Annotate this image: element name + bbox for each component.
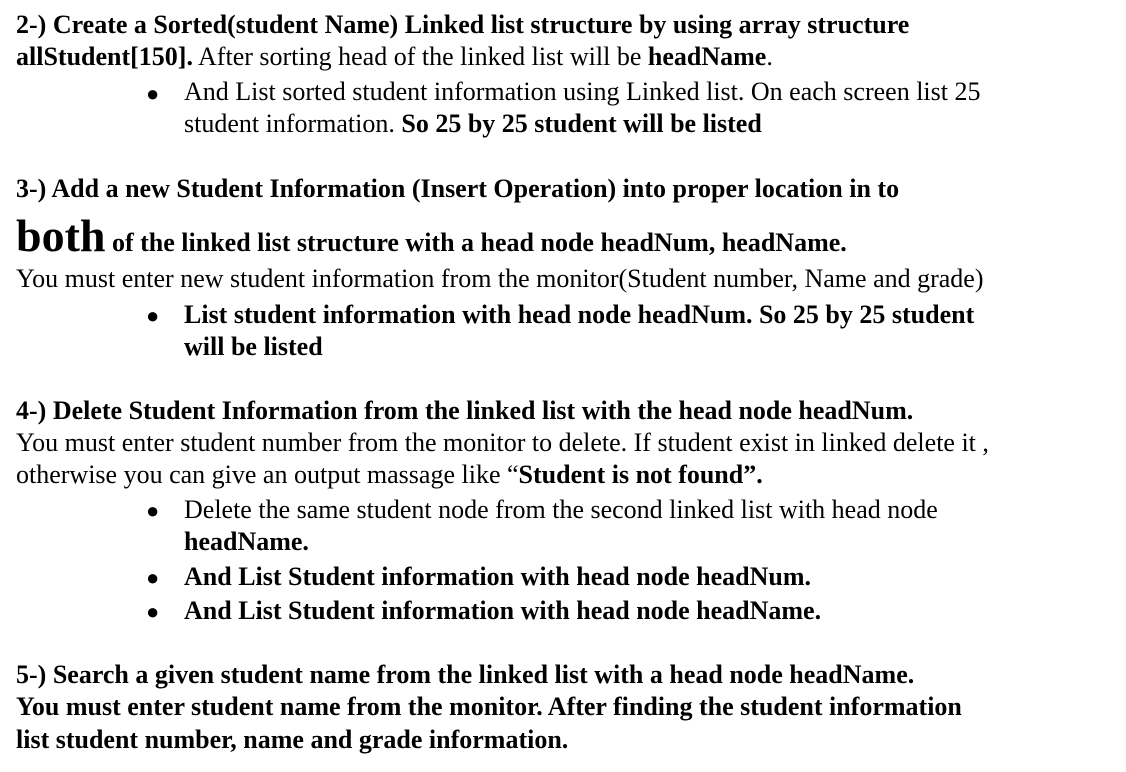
section-3-heading-text: 3-) Add a new Student Information (Insert Operation) into proper location in to	[16, 174, 900, 203]
bullet-icon: ●	[146, 498, 160, 523]
section-5-line-2	[16, 694, 962, 720]
section-4-line-2: You must enter student number from the monitor to delete. If student exist in linked delete it ,	[16, 428, 989, 457]
section-4-bullet-3-text: And List Student information with head node headName.	[184, 596, 822, 625]
section-4-line-3-text: otherwise you can give an output massage like “	[16, 460, 519, 489]
section-2-heading-text: 2-) Create a Sorted(student Name) Linked list structure by using array structure	[16, 10, 910, 39]
section-2-line-2	[16, 44, 773, 70]
section-3-heading	[16, 176, 899, 202]
section-3-bullet-1-line-2-text: will be listed	[184, 332, 323, 361]
section-4-line-3	[16, 462, 763, 488]
section-2-line-2-end: .	[766, 42, 773, 71]
bullet-icon: ●	[146, 565, 160, 590]
section-3-line-2-text: of the linked list structure with a head node headNum, headName.	[105, 228, 847, 257]
section-5-heading-text: 5-) Search a given student name from the linked list with a head node headName.	[16, 660, 915, 689]
section-3-bullet-1-line-2	[184, 334, 323, 360]
array-name: allStudent[150].	[16, 42, 193, 71]
section-3-line-3: You must enter new student information from the monitor(Student number, Name and grade)	[16, 264, 984, 293]
section-3-bullet-1-line-1	[184, 302, 974, 328]
section-2-bullet-1-line-2-text: student information.	[184, 109, 402, 138]
not-found-message: Student is not found”.	[518, 460, 763, 489]
section-4-heading-text: 4-) Delete Student Information from the linked list with the head node headNum.	[16, 396, 914, 425]
section-5-line-2-text: You must enter student name from the monitor. After finding the student information	[16, 692, 962, 721]
section-5-line-3-text: list student number, name and grade information.	[16, 725, 569, 754]
section-3-line-2	[16, 210, 847, 261]
bullet-icon: ●	[146, 303, 160, 328]
section-4-bullet-2	[184, 564, 811, 590]
section-4-heading	[16, 398, 913, 424]
emphasis-word-both: both	[16, 210, 106, 261]
section-4-bullet-1-line-1: Delete the same student node from the second linked list with head node	[184, 495, 938, 524]
section-2-bullet-1-line-2	[184, 111, 762, 137]
bullet-icon: ●	[146, 599, 160, 624]
section-4-bullet-1-line-2-text: headName.	[184, 527, 309, 556]
head-name-term: headName	[647, 42, 767, 71]
section-2-bullet-1-line-2-bold: So 25 by 25 student will be listed	[401, 109, 762, 138]
section-2-heading	[16, 12, 909, 38]
section-4-bullet-2-text: And List Student information with head node headNum.	[184, 562, 812, 591]
section-3-bullet-1-line-1-text: List student information with head node headNum. So 25 by 25 student	[184, 300, 975, 329]
section-2-bullet-1-line-1: And List sorted student information using Linked list. On each screen list 25	[184, 77, 981, 106]
section-2-line-2-text: After sorting head of the linked list will be	[192, 42, 648, 71]
section-4-bullet-1-line-2	[184, 529, 309, 555]
section-5-line-3	[16, 727, 568, 753]
bullet-icon: ●	[146, 81, 160, 106]
section-4-bullet-3	[184, 598, 821, 624]
section-5-heading	[16, 662, 914, 688]
